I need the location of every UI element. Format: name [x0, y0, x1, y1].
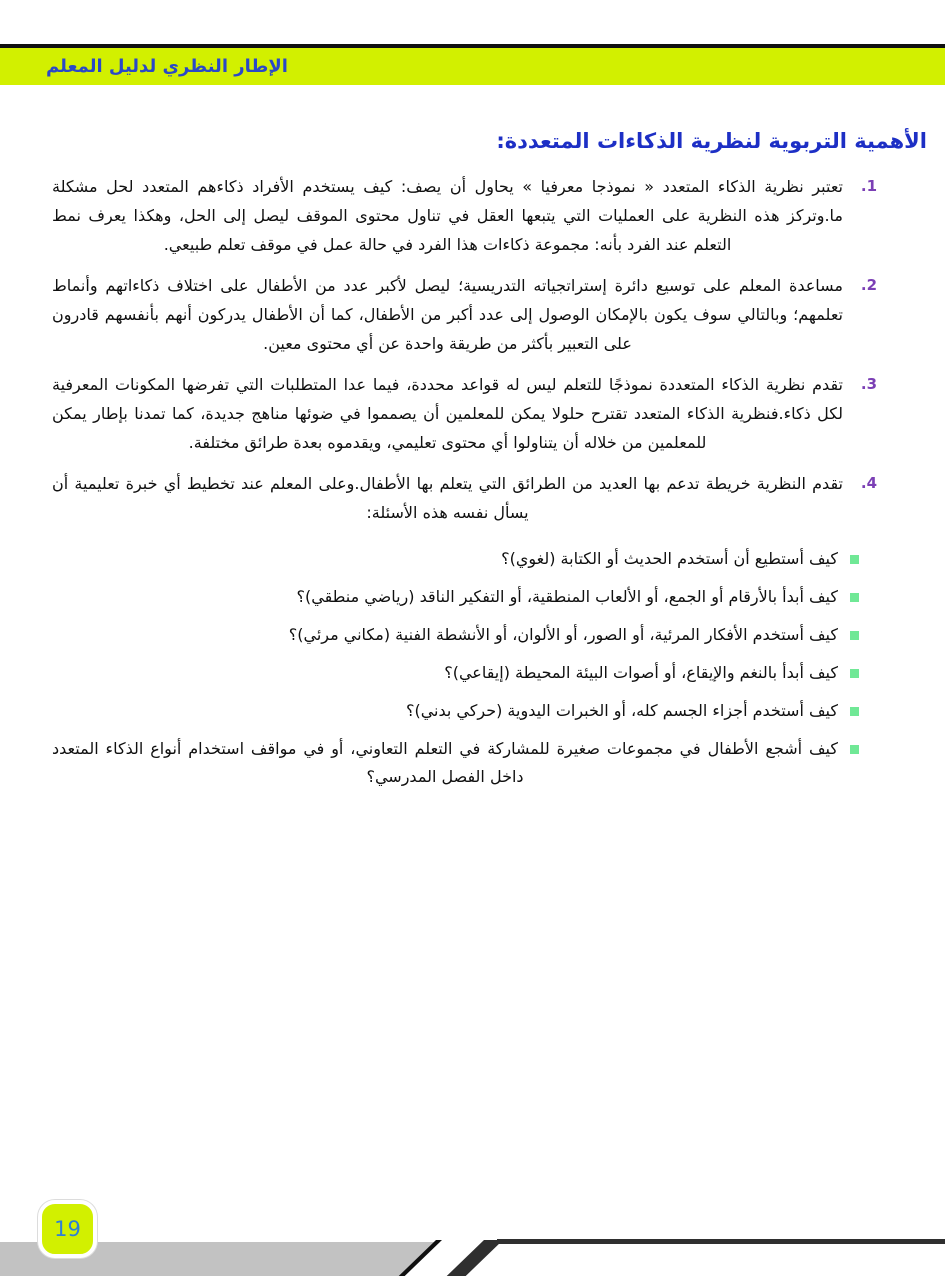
- question-item: [52, 659, 859, 687]
- question-text: كيف أبدأ بالنغم والإيقاع، أو أصوات البيئة المحيطة (إيقاعي)؟: [444, 663, 838, 683]
- list-item: [52, 370, 877, 457]
- numbered-list: [52, 172, 927, 527]
- question-list: [52, 539, 927, 791]
- question-item: [52, 735, 859, 791]
- square-bullet-icon: [850, 707, 859, 716]
- list-item: [52, 469, 877, 527]
- item-number: 4.: [860, 474, 877, 493]
- list-item: [52, 172, 877, 259]
- square-bullet-icon: [850, 631, 859, 640]
- question-item: [52, 545, 859, 573]
- item-number: 2.: [860, 276, 877, 295]
- header-bar: [0, 48, 945, 85]
- item-number: 3.: [860, 375, 877, 394]
- question-text: كيف أشجع الأطفال في مجموعات صغيرة للمشاركة في التعلم التعاوني، أو في مواقف استخدام أنواع الذكاء المتعدد داخل الفصل المدرسي؟: [52, 739, 838, 787]
- page-content: [0, 127, 945, 801]
- square-bullet-icon: [850, 555, 859, 564]
- square-bullet-icon: [850, 669, 859, 678]
- item-number: 1.: [860, 177, 877, 196]
- square-bullet-icon: [850, 593, 859, 602]
- question-item: [52, 583, 859, 611]
- question-text: كيف أستطيع أن أستخدم الحديث أو الكتابة (لغوي)؟: [501, 549, 838, 569]
- item-text: تقدم النظرية خريطة تدعم بها العديد من الطرائق التي يتعلم بها الأطفال.وعلى المعلم عند تخطيط أي خبرة تعليمية أن يسأل نفسه هذه الأسئلة:: [52, 474, 843, 523]
- list-item: [52, 271, 877, 358]
- question-item: [52, 621, 859, 649]
- question-text: كيف أستخدم أجزاء الجسم كله، أو الخبرات اليدوية (حركي بدني)؟: [405, 701, 838, 721]
- item-text: مساعدة المعلم على توسيع دائرة إستراتجياته التدريسية؛ ليصل لأكبر عدد من الأطفال على اختلاف ذكاءاتهم وأنماط تعلمهم؛ وبالتالي سوف يكون بالإمكان الوصول إلى عدد أكبر من الأطفال، كما أن الأطفال يدركون أنهم بأنفسهم قادرون على التعبير بأكثر من طريقة واحدة عن أي محتوى معين.: [52, 276, 843, 354]
- item-text: تقدم نظرية الذكاء المتعددة نموذجًا للتعلم ليس له قواعد محددة، فيما عدا المتطلبات التي تفرضها المكونات المعرفية لكل ذكاء.فنظرية الذكاء المتعدد تقترح حلولا يمكن للمعلمين أن يصمموا في ضوئها مناهج جديدة، كما تمدنا بإطار يمكن للمعلمين من خلاله أن يتناولوا أي محتوى تعليمي، ويقدموه بعدة طرائق مختلفة.: [52, 375, 843, 453]
- footer-rule: [497, 1239, 945, 1244]
- page-number: 19: [54, 1216, 81, 1241]
- item-text: تعتبر نظرية الذكاء المتعدد « نموذجا معرفيا » يحاول أن يصف: كيف يستخدم الأفراد ذكاءهم المتعدد لحل مشكلة ما.وتركز هذه النظرية على العمليات التي يتبعها العقل في تناول محتوى الموقف ليصل إلى الحل، وهكذا يعرف نمط التعلم عند الفرد بأنه: مجموعة ذكاءات هذا الفرد في حالة عمل في موقف تعلم طبيعي.: [52, 177, 843, 255]
- page-number-badge: [38, 1200, 97, 1258]
- square-bullet-icon: [850, 745, 859, 754]
- header-title: الإطار النظري لدليل المعلم: [46, 56, 288, 77]
- question-text: كيف أبدأ بالأرقام أو الجمع، أو الألعاب المنطقية، أو التفكير الناقد (رياضي منطقي)؟: [296, 587, 838, 607]
- question-item: [52, 697, 859, 725]
- section-title: الأهمية التربوية لنظرية الذكاءات المتعددة:: [496, 129, 927, 153]
- question-text: كيف أستخدم الأفكار المرئية، أو الصور، أو الألوان، أو الأنشطة الفنية (مكاني مرئي)؟: [288, 625, 838, 645]
- footer-slash-thick-icon: [447, 1240, 503, 1276]
